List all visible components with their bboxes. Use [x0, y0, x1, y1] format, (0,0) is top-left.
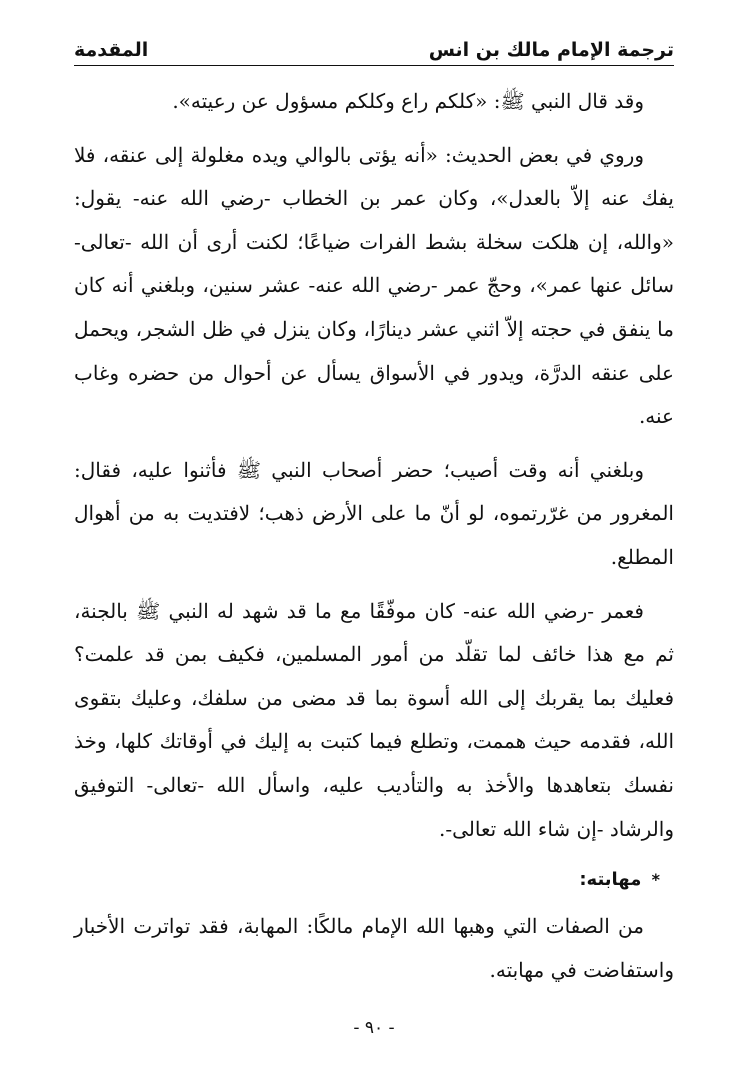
page-body	[74, 80, 674, 1002]
book-title: ترجمة الإمام مالك بن انس	[428, 39, 674, 61]
paragraph-3: وبلغني أنه وقت أصيب؛ حضر أصحاب النبي ﷺ فأثنوا عليه، فقال: المغرور من غرّرتموه، لو أنّ ما على الأرض ذهب؛ لافتديت به من أهوال المطلع.	[74, 457, 674, 569]
section-heading-text: مهابته:	[579, 869, 642, 891]
section-title: المقدمة	[74, 39, 149, 61]
paragraph-4: فعمر -رضي الله عنه- كان موفّقًا مع ما قد شهد له النبي ﷺ بالجنة، ثم مع هذا خائف لما تقلّد من أمور المسلمين، فكيف بمن قد علمت؟ فعليك بما يقربك إلى الله أسوة بما قد مضى من سلفك، وعليك بتقوى الله، فقدمه حيث هممت، وتطلع فيما كتبت به إليك في أوقاتك كلها، وخذ نفسك بتعاهدها والأخذ به والتأديب عليه، واسأل الله -تعالى- التوفيق والرشاد -إن شاء الله تعالى-.	[74, 598, 674, 841]
paragraph-1: وقد قال النبي ﷺ: «كلكم راع وكلكم مسؤول عن رعيته».	[172, 89, 644, 113]
running-header	[74, 30, 674, 66]
asterisk-icon: *	[651, 870, 660, 890]
paragraph-5: من الصفات التي وهبها الله الإمام مالكًا: المهابة، فقد تواترت الأخبار واستفاضت في مهابته.	[74, 914, 674, 982]
section-heading	[74, 863, 674, 897]
page-number: - ٩٠ -	[353, 1018, 395, 1038]
paragraph-2: وروي في بعض الحديث: «أنه يؤتى بالوالي ويده مغلولة إلى عنقه، فلا يفك عنه إلاّ بالعدل»، وكان عمر بن الخطاب -رضي الله عنه- يقول: «والله، إن هلكت سخلة بشط الفرات ضياعًا؛ لكنت أرى أن الله -تعالى- سائل عنها عمر»، وحجّ عمر -رضي الله عنه- عشر سنين، وبلغني أنه كان ما ينفق في حجته إلاّ اثني عشر دينارًا، وكان ينزل في ظل الشجر، ويحمل على عنقه الدرَّة، ويدور في الأسواق يسأل عن أحوال من حضره وغاب عنه.	[74, 142, 674, 429]
